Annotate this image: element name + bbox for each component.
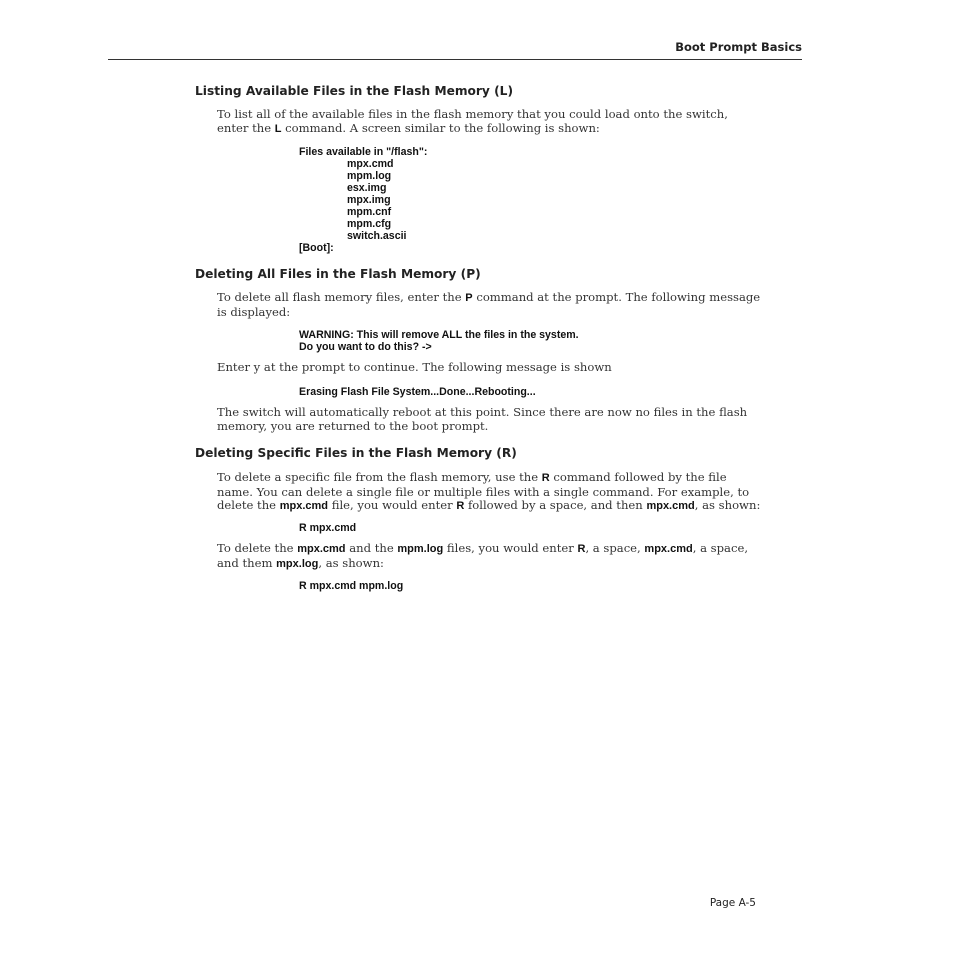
text: , as shown: (318, 555, 384, 570)
text: To delete all flash memory files, enter the (217, 290, 466, 304)
text: To delete the (217, 541, 298, 555)
paragraph-delete-all-intro (217, 291, 762, 319)
header-rule (108, 59, 802, 60)
file-entry: mpx.cmd (347, 158, 394, 170)
warning-line: Do you want to do this? -> (299, 341, 432, 353)
command-r: R (541, 472, 550, 484)
file-entry: switch.ascii (347, 230, 407, 242)
text: followed by a space, and then (464, 498, 647, 512)
text: , a space, and them (217, 541, 749, 570)
filename: mpm.log (397, 543, 444, 555)
example-command: R mpx.cmd (299, 522, 357, 534)
file-entry: mpm.log (347, 170, 392, 182)
text: file, you would enter (328, 498, 457, 512)
text: , as shown: (694, 498, 761, 512)
filename: mpx.cmd (297, 543, 346, 555)
text: files, you would enter (443, 541, 578, 555)
file-entry: mpm.cfg (347, 218, 392, 230)
text: and the (345, 541, 398, 555)
page-number: Page A-5 (709, 897, 756, 909)
heading-listing-files: Listing Available Files in the Flash Memory (L) (195, 84, 514, 98)
text: command. A screen similar to the following is shown: (281, 120, 600, 135)
paragraph-listing-intro (217, 108, 762, 136)
text: To delete a specific file from the flash memory, use the (217, 470, 542, 484)
filename: mpx.cmd (644, 543, 693, 555)
paragraph-continue: Enter y at the prompt to continue. The following message is shown (217, 360, 612, 374)
filename: mpx.cmd (279, 500, 329, 512)
command-l: L (274, 122, 282, 135)
file-entry: esx.img (347, 182, 387, 194)
filename: mpx.cmd (646, 500, 695, 512)
text: command at the prompt. The following message is displayed: (217, 290, 761, 319)
file-entry: mpx.img (347, 194, 391, 206)
heading-deleting-specific: Deleting Specific Files in the Flash Memory (R) (195, 446, 517, 460)
command-r: R (577, 543, 586, 555)
paragraph-delete-multiple (217, 542, 762, 571)
heading-deleting-all: Deleting All Files in the Flash Memory (P) (195, 267, 481, 281)
example-command: R mpx.cmd mpm.log (299, 580, 404, 592)
erasing-message: Erasing Flash File System...Done...Rebooting... (299, 386, 536, 398)
boot-prompt: [Boot]: (299, 242, 334, 254)
file-entry: mpm.cnf (347, 206, 392, 218)
command-r: R (456, 500, 465, 512)
text: To list all of the available files in the flash memory that you could load onto the switch, enter the (217, 107, 728, 135)
paragraph-delete-specific-intro (217, 471, 762, 514)
command-p: P (465, 292, 473, 304)
running-head: Boot Prompt Basics (675, 40, 802, 54)
filename: mpx.log (276, 557, 319, 570)
text: , a space, (585, 541, 645, 555)
paragraph-reboot: The switch will automatically reboot at this point. Since there are now no files in the flash memory, you are returned to the boot prompt. (217, 405, 748, 433)
text: command followed by the file name. You can delete a single file or multiple files with a single command. For example, to delete the (217, 470, 750, 512)
screen-title: Files available in "/flash": (299, 146, 428, 158)
warning-line: WARNING: This will remove ALL the files in the system. (299, 329, 579, 341)
